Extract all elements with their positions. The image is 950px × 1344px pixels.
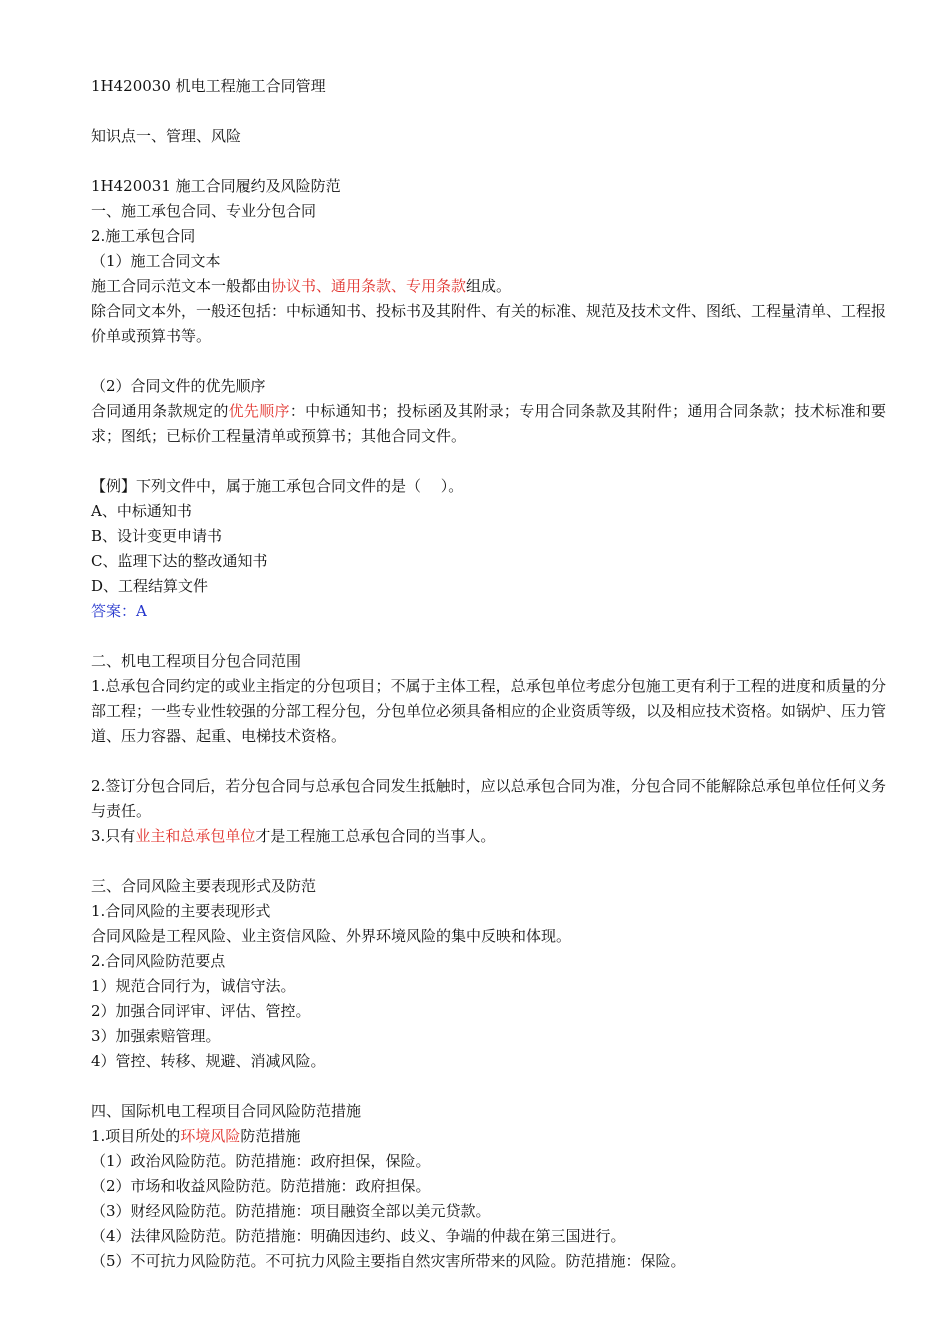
section-title: 1H420031 施工合同履约及风险防范 — [91, 177, 341, 195]
document-page — [91, 74, 886, 1274]
answer-text: 答案：A — [91, 602, 147, 620]
paragraph-subcontract-conflict: 2.签订分包合同后，若分包合同与总承包合同发生抵触时，应以总承包合同为准，分包合同不能解除总承包单位任何义务与责任。 — [91, 777, 886, 820]
knowledge-point-heading: 知识点一、管理、风险 — [91, 127, 242, 145]
highlight-text: 协议书、通用条款、专用条款 — [271, 277, 467, 295]
heading-1: 一、施工承包合同、专业分包合同 — [91, 202, 317, 220]
option-d: D、工程结算文件 — [91, 577, 209, 595]
list-item: 2）加强合同评审、评估、管控。 — [91, 1002, 311, 1020]
subheading-risk-prevention: 2.合同风险防范要点 — [91, 952, 226, 970]
subheading-priority: （2）合同文件的优先顺序 — [91, 377, 266, 395]
option-a: A、中标通知书 — [91, 502, 192, 520]
heading-3: 三、合同风险主要表现形式及防范 — [91, 877, 317, 895]
list-item: 1）规范合同行为，诚信守法。 — [91, 977, 296, 995]
highlight-text: 业主和总承包单位 — [135, 827, 256, 845]
list-item: （1）政治风险防范。防范措施：政府担保，保险。 — [91, 1152, 431, 1170]
chapter-title: 1H420030 机电工程施工合同管理 — [91, 77, 326, 95]
subheading-environment-risk: 1.项目所处的环境风险防范措施 — [91, 1127, 301, 1145]
list-item: 3）加强索赔管理。 — [91, 1027, 221, 1045]
list-item: （4）法律风险防范。防范措施：明确因违约、歧义、争端的仲裁在第三国进行。 — [91, 1227, 626, 1245]
subheading-contract: 2.施工承包合同 — [91, 227, 196, 245]
option-b: B、设计变更申请书 — [91, 527, 223, 545]
heading-4: 四、国际机电工程项目合同风险防范措施 — [91, 1102, 362, 1120]
option-c: C、监理下达的整改通知书 — [91, 552, 268, 570]
heading-2: 二、机电工程项目分包合同范围 — [91, 652, 302, 670]
paragraph-contract-text: 施工合同示范文本一般都由协议书、通用条款、专用条款组成。 — [91, 277, 512, 295]
list-item: 4）管控、转移、规避、消减风险。 — [91, 1052, 326, 1070]
subheading-contract-text: （1）施工合同文本 — [91, 252, 221, 270]
subheading-risk-forms: 1.合同风险的主要表现形式 — [91, 902, 271, 920]
paragraph-priority: 合同通用条款规定的优先顺序：中标通知书；投标函及其附录；专用合同条款及其附件；通用合同条款；技术标准和要求；图纸；已标价工程量清单或预算书；其他合同文件。 — [91, 402, 886, 445]
highlight-text: 环境风险 — [180, 1127, 241, 1145]
paragraph-risk-forms: 合同风险是工程风险、业主资信风险、外界环境风险的集中反映和体现。 — [91, 927, 572, 945]
list-item: （3）财经风险防范。防范措施：项目融资全部以美元贷款。 — [91, 1202, 491, 1220]
highlight-text: 优先顺序 — [228, 402, 290, 420]
example-question: 【例】下列文件中，属于施工承包合同文件的是（ ）。 — [91, 477, 464, 495]
list-item: （5）不可抗力风险防范。不可抗力风险主要指自然灾害所带来的风险。防范措施：保险。 — [91, 1252, 686, 1270]
list-item: （2）市场和收益风险防范。防范措施：政府担保。 — [91, 1177, 431, 1195]
paragraph-contract-documents: 除合同文本外，一般还包括：中标通知书、投标书及其附件、有关的标准、规范及技术文件、图纸、工程量清单、工程报价单或预算书等。 — [91, 302, 887, 345]
paragraph-subcontract-scope: 1.总承包合同约定的或业主指定的分包项目；不属于主体工程，总承包单位考虑分包施工更有利于工程的进度和质量的分部工程；一些专业性较强的分部工程分包，分包单位必须具备相应的企业资质等级，以及相应技术资格。如锅炉、压力管道、压力容器、起重、电梯技术资格。 — [91, 677, 887, 745]
paragraph-contract-parties: 3.只有业主和总承包单位才是工程施工总承包合同的当事人。 — [91, 827, 496, 845]
